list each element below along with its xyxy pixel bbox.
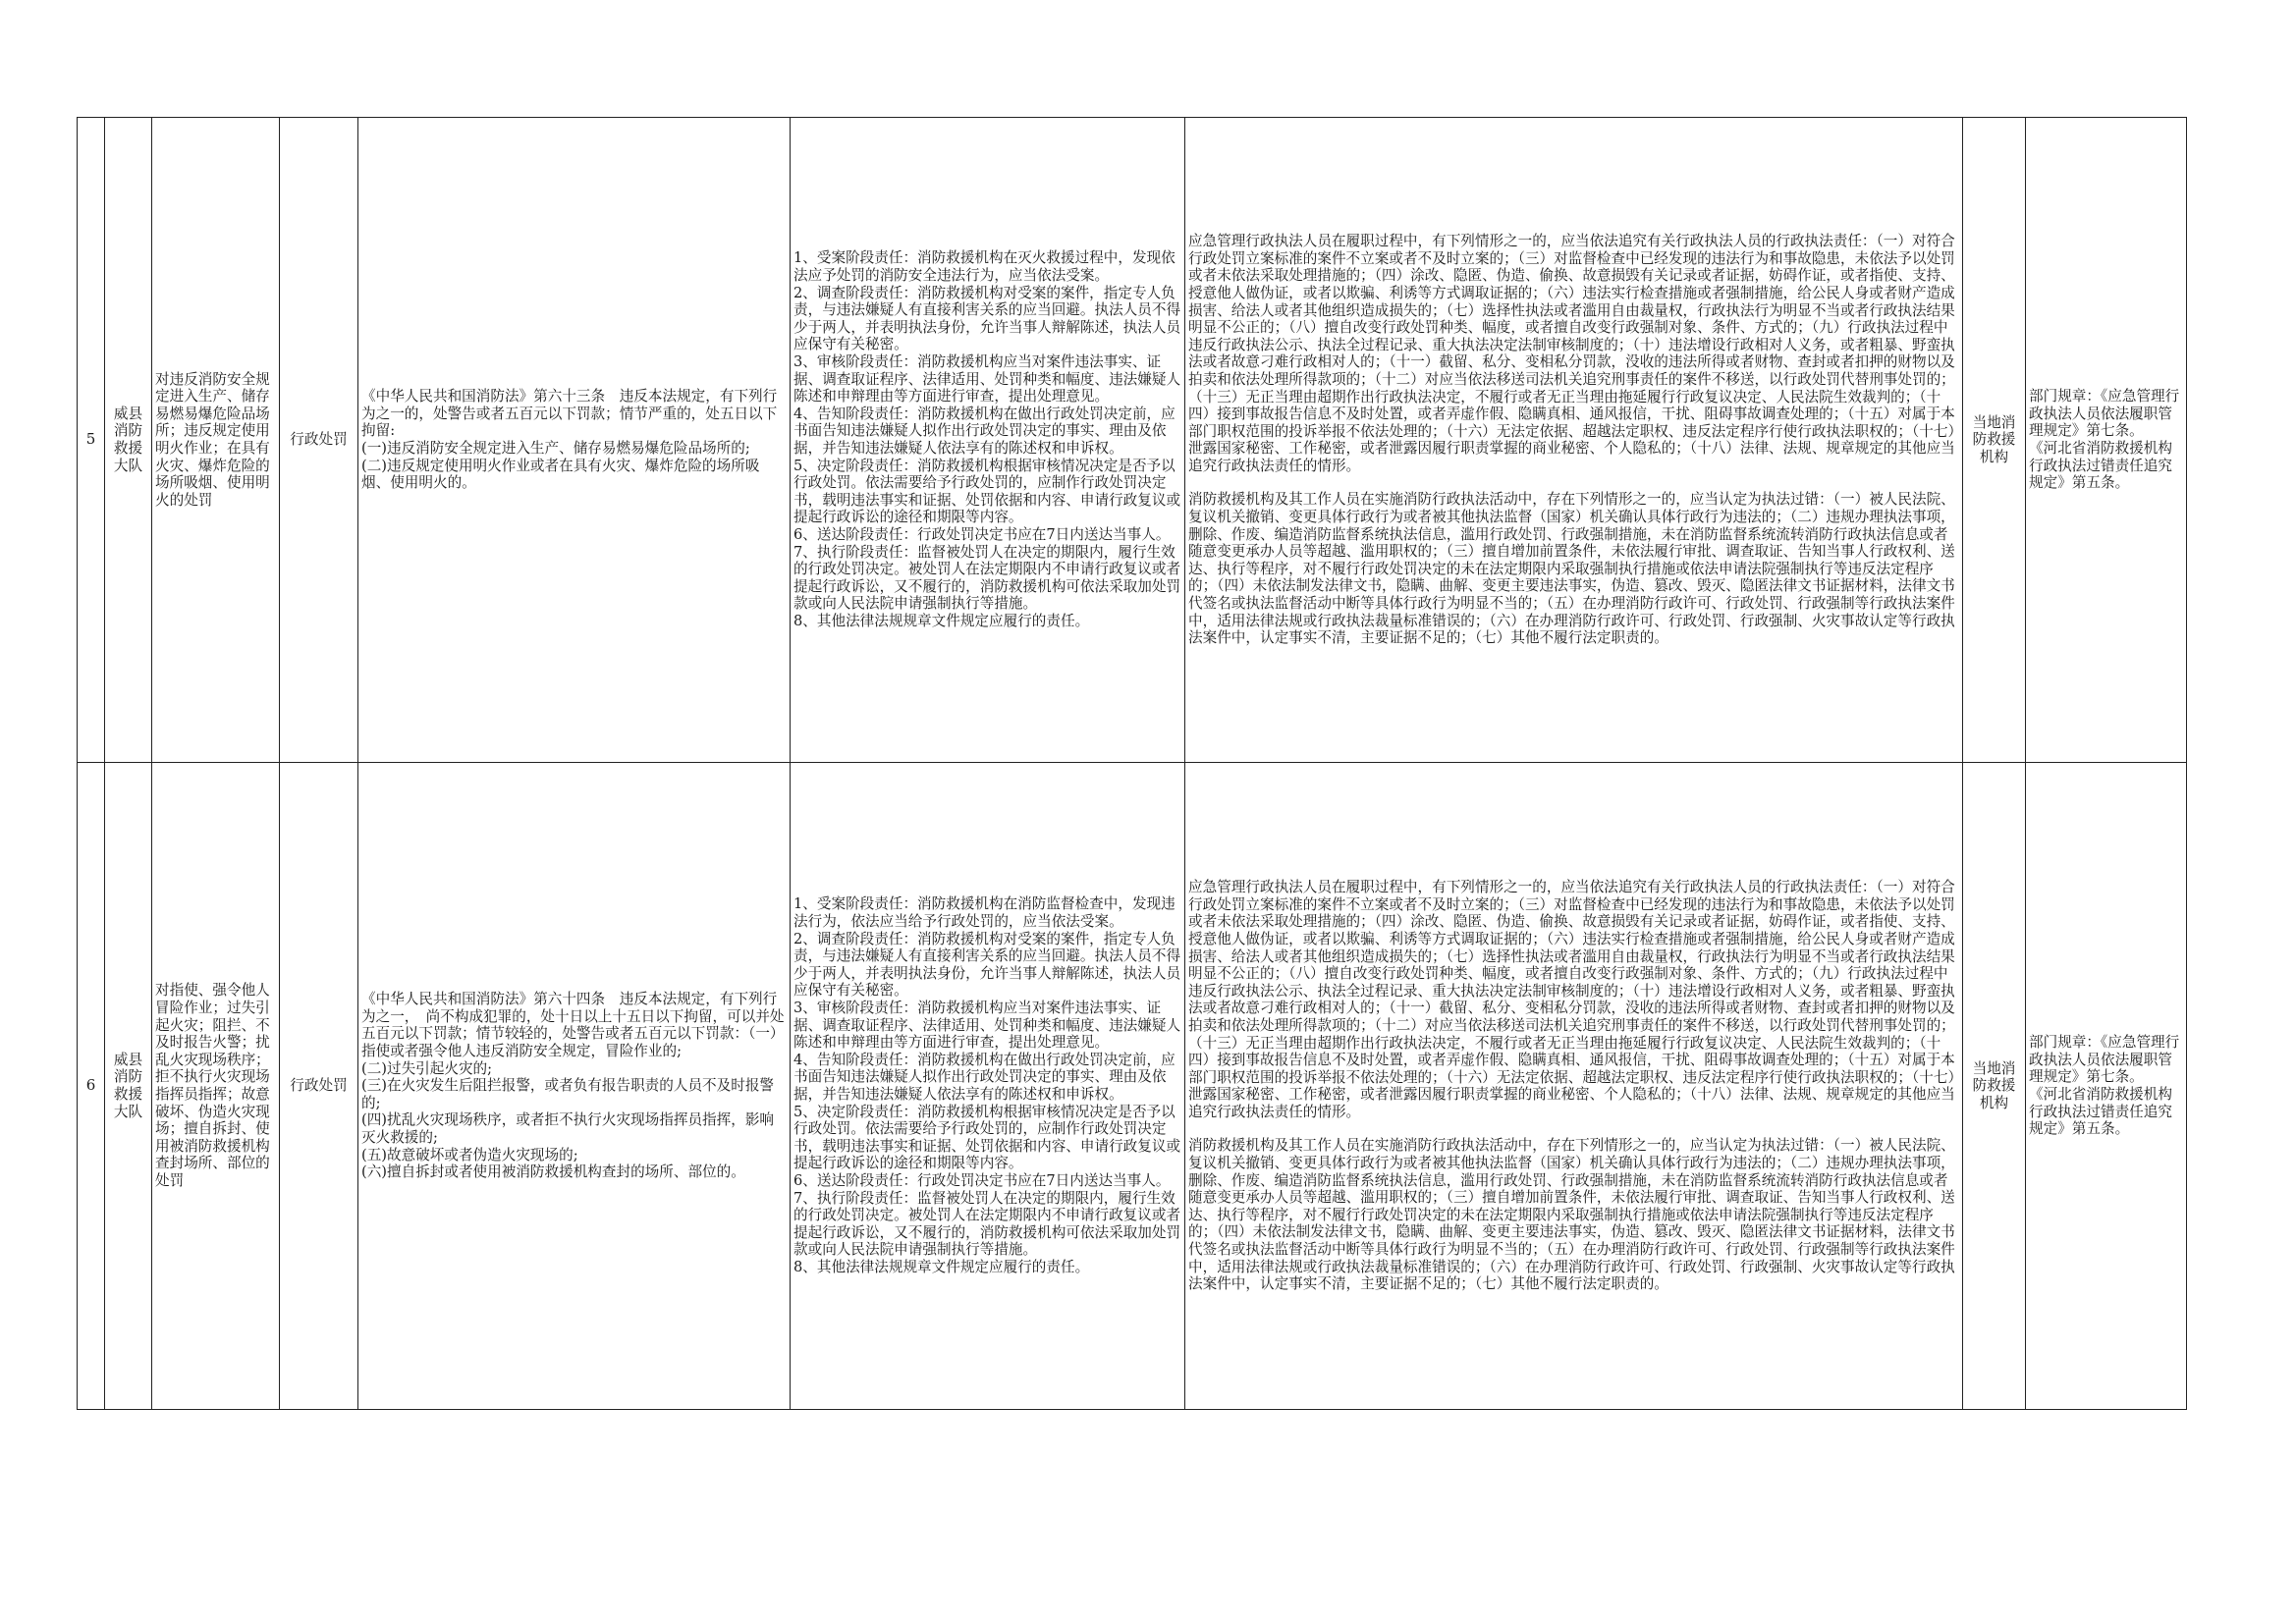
paragraph-gap: [1188, 474, 1959, 491]
rules-cell: 部门规章：《应急管理行政执法人员依法履职管理规定》第七条。 《河北省消防救援机构行政执法过错责任追究规定》第五条。: [2026, 118, 2187, 763]
row-number: 5: [78, 118, 105, 763]
table-row: [78, 118, 2187, 763]
rules-cell: 部门规章：《应急管理行政执法人员依法履职管理规定》第七条。 《河北省消防救援机构行政执法过错责任追究规定》第五条。: [2026, 763, 2187, 1410]
accountability-cell: [1185, 118, 1963, 763]
subject-cell: 当地消防救援机构: [1963, 118, 2026, 763]
duty-table: [77, 117, 2187, 1410]
category-cell: 行政处罚: [280, 763, 358, 1410]
row-number: 6: [78, 763, 105, 1410]
duty-stages-cell: 1、受案阶段责任：消防救援机构在消防监督检查中，发现违法行为，依法应当给予行政处罚的，应当依法受案。 2、调查阶段责任：消防救援机构对受案的案件，指定专人负责，与违法嫌疑人有直接利害关系的应当回避。执法人员不得少于两人，并表明执法身份，允许当事人辩解陈述，执法人员应保守有关秘密。 3、审核阶段责任：消防救援机构应当对案件违法事实、证据、调查取证程序、法律适用、处罚种类和幅度、违法嫌疑人陈述和申辩理由等方面进行审查，提出处理意见。 4、告知阶段责任：消防救援机构在做出行政处罚决定前，应书面告知违法嫌疑人拟作出行政处罚决定的事实、理由及依据，并告知违法嫌疑人依法享有的陈述权和申诉权。 5、决定阶段责任：消防救援机构根据审核情况决定是否予以行政处罚。依法需要给予行政处罚的，应制作行政处罚决定书，载明违法事实和证据、处罚依据和内容、申请行政复议或提起行政诉讼的途径和期限等内容。 6、送达阶段责任：行政处罚决定书应在7日内送达当事人。 7、执行阶段责任：监督被处罚人在决定的期限内，履行生效的行政处罚决定。被处罚人在法定期限内不申请行政复议或者提起行政诉讼，又不履行的，消防救援机构可依法采取加处罚款或向人民法院申请强制执行等措施。 8、其他法律法规规章文件规定应履行的责任。: [791, 763, 1185, 1410]
accountability-paragraph: 消防救援机构及其工作人员在实施消防行政执法活动中，存在下列情形之一的，应当认定为执法过错：（一）被人民法院、复议机关撤销、变更具体行政行为或者被其他执法监督（国家）机关确认具体行政行为违法的；（二）违规办理执法事项，删除、作废、编造消防监督系统执法信息，滥用行政处罚、行政强制措施，未在消防监督系统流转消防行政执法信息或者随意变更承办人员等超越、滥用职权的；（三）擅自增加前置条件，未依法履行审批、调查取证、告知当事人行政权利、送达、执行等程序，对不履行行政处罚决定的未在法定期限内采取强制执行措施或依法申请法院强制执行等违反法定程序的；（四）未依法制发法律文书，隐瞒、曲解、变更主要违法事实，伪造、篡改、毁灭、隐匿法律文书证据材料，法律文书代签名或执法监督活动中断等具体行政行为明显不当的；（五）在办理消防行政许可、行政处罚、行政强制等行政执法案件中，适用法律法规或行政执法裁量标准错误的；（六）在办理消防行政许可、行政处罚、行政强制、火灾事故认定等行政执法案件中，认定事实不清，主要证据不足的；（七）其他不履行法定职责的。: [1188, 1137, 1955, 1293]
department-cell: 威县消防救援大队: [105, 763, 152, 1410]
item-name-cell: 对指使、强令他人冒险作业；过失引起火灾；阻拦、不及时报告火警；扰乱火灾现场秩序；拒不执行火灾现场指挥员指挥；故意破坏、伪造火灾现场；擅自拆封、使用被消防救援机构查封场所、部位的处罚: [152, 763, 280, 1410]
item-name-cell: 对违反消防安全规定进入生产、储存易燃易爆危险品场所；违反规定使用明火作业；在具有火灾、爆炸危险的场所吸烟、使用明火的处罚: [152, 118, 280, 763]
accountability-paragraph: 应急管理行政执法人员在履职过程中，有下列情形之一的，应当依法追究有关行政执法人员的行政执法责任：（一）对符合行政处罚立案标准的案件不立案或者不及时立案的；（三）对监督检查中已经发现的违法行为和事故隐患，未依法予以处罚或者未依法采取处理措施的；（四）涂改、隐匿、伪造、偷换、故意损毁有关记录或者证据，妨碍作证，或者指使、支持、授意他人做伪证，或者以欺骗、利诱等方式调取证据的；（六）违法实行检查措施或者强制措施，给公民人身或者财产造成损害、给法人或者其他组织造成损失的；（七）选择性执法或者滥用自由裁量权，行政执法行为明显不当或者行政执法结果明显不公正的；（八）擅自改变行政处罚种类、幅度，或者擅自改变行政强制对象、条件、方式的；（九）行政执法过程中违反行政执法公示、执法全过程记录、重大执法决定法制审核制度的；（十）违法增设行政相对人义务，或者粗暴、野蛮执法或者故意刁难行政相对人的；（十一）截留、私分、变相私分罚款，没收的违法所得或者财物、查封或者扣押的财物以及拍卖和依法处理所得款项的；（十二）对应当依法移送司法机关追究刑事责任的案件不移送，以行政处罚代替刑事处罚的；（十三）无正当理由超期作出行政执法决定，不履行或者无正当理由拖延履行行政复议决定、人民法院生效裁判的；（十四）接到事故报告信息不及时处置，或者弄虚作假、隐瞒真相、通风报信，干扰、阻碍事故调查处理的；（十五）对属于本部门职权范围的投诉举报不依法处理的；（十六）无法定依据、超越法定职权、违反法定程序行使行政执法职权的；（十七）泄露国家秘密、工作秘密，或者泄露因履行职责掌握的商业秘密、个人隐私的；（十八）法律、法规、规章规定的其他应当追究行政执法责任的情形。: [1188, 879, 1955, 1120]
subject-cell: 当地消防救援机构: [1963, 763, 2026, 1410]
legal-basis-cell: 《中华人民共和国消防法》第六十四条 违反本法规定，有下列行为之一， 尚不构成犯罪的，处十日以上十五日以下拘留，可以并处五百元以下罚款；情节较轻的，处警告或者五百元以下罚款：（一）指使或者强令他人违反消防安全规定，冒险作业的; (二)过失引起火灾的; (三)在火灾发生后阻拦报警，或者负有报告职责的人员不及时报警的; (四)扰乱火灾现场秩序，或者拒不执行火灾现场指挥员指挥，影响灭火救援的; (五)故意破坏或者伪造火灾现场的; (六)擅自拆封或者使用被消防救援机构查封的场所、部位的。: [358, 763, 791, 1410]
accountability-cell: [1185, 763, 1963, 1410]
table-row: [78, 763, 2187, 1410]
legal-basis-cell: 《中华人民共和国消防法》第六十三条 违反本法规定，有下列行为之一的，处警告或者五百元以下罚款；情节严重的，处五日以下拘留: (一)违反消防安全规定进入生产、储存易燃易爆危险品场所的; (二)违反规定使用明火作业或者在具有火灾、爆炸危险的场所吸烟、使用明火的。: [358, 118, 791, 763]
category-cell: 行政处罚: [280, 118, 358, 763]
paragraph-gap: [1188, 1120, 1959, 1137]
duty-stages-cell: 1、受案阶段责任：消防救援机构在灭火救援过程中，发现依法应予处罚的消防安全违法行为，应当依法受案。 2、调查阶段责任：消防救援机构对受案的案件，指定专人负责，与违法嫌疑人有直接利害关系的应当回避。执法人员不得少于两人，并表明执法身份，允许当事人辩解陈述，执法人员应保守有关秘密。 3、审核阶段责任：消防救援机构应当对案件违法事实、证据、调查取证程序、法律适用、处罚种类和幅度、违法嫌疑人陈述和申辩理由等方面进行审查，提出处理意见。 4、告知阶段责任：消防救援机构在做出行政处罚决定前，应书面告知违法嫌疑人拟作出行政处罚决定的事实、理由及依据，并告知违法嫌疑人依法享有的陈述权和申诉权。 5、决定阶段责任：消防救援机构根据审核情况决定是否予以行政处罚。依法需要给予行政处罚的，应制作行政处罚决定书，载明违法事实和证据、处罚依据和内容、申请行政复议或提起行政诉讼的途径和期限等内容。 6、送达阶段责任：行政处罚决定书应在7日内送达当事人。 7、执行阶段责任：监督被处罚人在决定的期限内，履行生效的行政处罚决定。被处罚人在法定期限内不申请行政复议或者提起行政诉讼，又不履行的，消防救援机构可依法采取加处罚款或向人民法院申请强制执行等措施。 8、其他法律法规规章文件规定应履行的责任。: [791, 118, 1185, 763]
accountability-paragraph: 应急管理行政执法人员在履职过程中，有下列情形之一的，应当依法追究有关行政执法人员的行政执法责任：（一）对符合行政处罚立案标准的案件不立案或者不及时立案的；（三）对监督检查中已经发现的违法行为和事故隐患，未依法予以处罚或者未依法采取处理措施的；（四）涂改、隐匿、伪造、偷换、故意损毁有关记录或者证据，妨碍作证，或者指使、支持、授意他人做伪证，或者以欺骗、利诱等方式调取证据的；（六）违法实行检查措施或者强制措施，给公民人身或者财产造成损害、给法人或者其他组织造成损失的；（七）选择性执法或者滥用自由裁量权，行政执法行为明显不当或者行政执法结果明显不公正的；（八）擅自改变行政处罚种类、幅度，或者擅自改变行政强制对象、条件、方式的；（九）行政执法过程中违反行政执法公示、执法全过程记录、重大执法决定法制审核制度的；（十）违法增设行政相对人义务，或者粗暴、野蛮执法或者故意刁难行政相对人的；（十一）截留、私分、变相私分罚款，没收的违法所得或者财物、查封或者扣押的财物以及拍卖和依法处理所得款项的；（十二）对应当依法移送司法机关追究刑事责任的案件不移送，以行政处罚代替刑事处罚的；（十三）无正当理由超期作出行政执法决定，不履行或者无正当理由拖延履行行政复议决定、人民法院生效裁判的；（十四）接到事故报告信息不及时处置，或者弄虚作假、隐瞒真相、通风报信，干扰、阻碍事故调查处理的；（十五）对属于本部门职权范围的投诉举报不依法处理的；（十六）无法定依据、超越法定职权、违反法定程序行使行政执法职权的；（十七）泄露国家秘密、工作秘密，或者泄露因履行职责掌握的商业秘密、个人隐私的；（十八）法律、法规、规章规定的其他应当追究行政执法责任的情形。: [1188, 233, 1955, 474]
accountability-paragraph: 消防救援机构及其工作人员在实施消防行政执法活动中，存在下列情形之一的，应当认定为执法过错：（一）被人民法院、复议机关撤销、变更具体行政行为或者被其他执法监督（国家）机关确认具体行政行为违法的；（二）违规办理执法事项，删除、作废、编造消防监督系统执法信息，滥用行政处罚、行政强制措施，未在消防监督系统流转消防行政执法信息或者随意变更承办人员等超越、滥用职权的；（三）擅自增加前置条件，未依法履行审批、调查取证、告知当事人行政权利、送达、执行等程序，对不履行行政处罚决定的未在法定期限内采取强制执行措施或依法申请法院强制执行等违反法定程序的；（四）未依法制发法律文书，隐瞒、曲解、变更主要违法事实，伪造、篡改、毁灭、隐匿法律文书证据材料，法律文书代签名或执法监督活动中断等具体行政行为明显不当的；（五）在办理消防行政许可、行政处罚、行政强制等行政执法案件中，适用法律法规或行政执法裁量标准错误的；（六）在办理消防行政许可、行政处罚、行政强制、火灾事故认定等行政执法案件中，认定事实不清，主要证据不足的；（七）其他不履行法定职责的。: [1188, 491, 1955, 647]
department-cell: 威县消防救援大队: [105, 118, 152, 763]
